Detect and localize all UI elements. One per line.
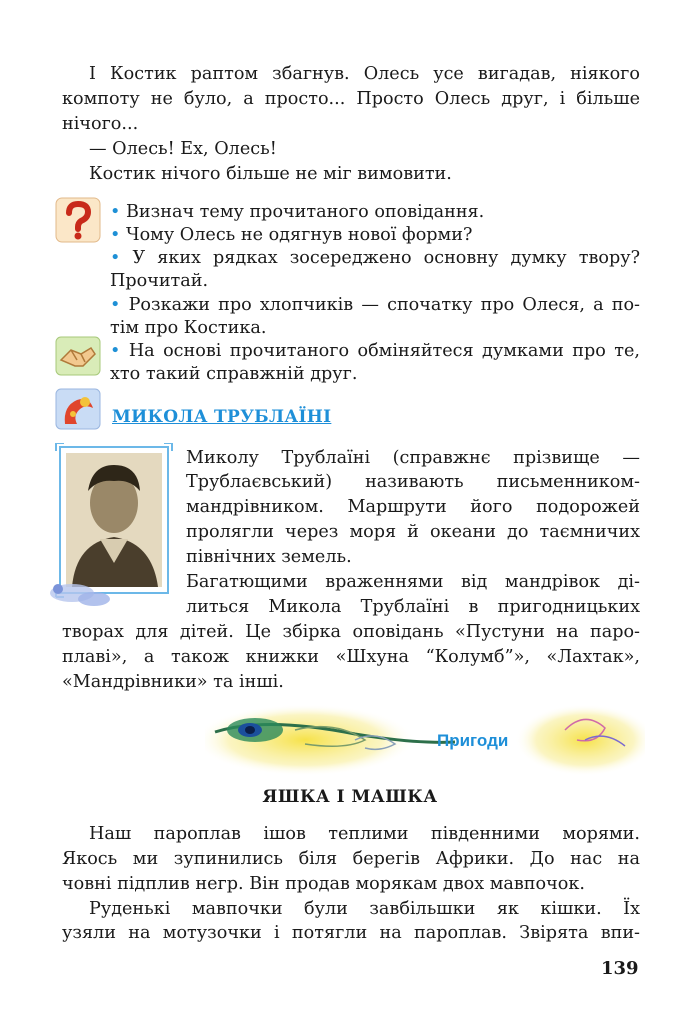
- question-item: • У яких рядках зосереджено основну думку твору?: [110, 248, 640, 268]
- handshake-icon: [55, 336, 101, 380]
- author-portrait: [42, 443, 178, 617]
- question-item-cont: Прочитай.: [110, 271, 209, 291]
- ornament-icon: [55, 388, 101, 434]
- section-label: Пригоди: [437, 731, 509, 750]
- dialogue-line: — Олесь! Ех, Олесь!: [89, 139, 277, 159]
- bio-line: Трублаєвський) називають письменником-: [186, 472, 640, 492]
- discussion-item: • На основі прочитаного обміняйтеся думками про те,: [110, 341, 640, 361]
- bio-line: пролягли через моря й океани до таємничих: [186, 522, 640, 542]
- question-item-cont: тім про Костика.: [110, 318, 267, 338]
- story-line: Наш пароплав ішов теплими південними морями.: [89, 824, 640, 844]
- story-title: ЯШКА І МАШКА: [262, 787, 438, 807]
- story-line: Якось ми зупинились біля берегів Африки. До нас на: [62, 849, 640, 869]
- author-heading: МИКОЛА ТРУБЛАЇНІ: [112, 407, 332, 427]
- story-line: човні підплив негр. Він продав морякам двох мавпочок.: [62, 874, 585, 894]
- text-line: І Костик раптом збагнув. Олесь усе вигадав, ніякого: [89, 64, 640, 84]
- bio-line: «Мандрівники» та інші.: [62, 672, 284, 692]
- bio-line: Багатющими враженнями від мандрівок ді-: [186, 572, 640, 592]
- discussion-item-cont: хто такий справжній друг.: [110, 364, 358, 384]
- page-number: 139: [601, 958, 639, 979]
- section-banner: [205, 700, 645, 784]
- bio-line: мандрівником. Маршрути його подорожей: [186, 497, 640, 517]
- text-line: компоту не було, а просто... Просто Олесь друг, і більше: [62, 89, 640, 109]
- question-item: • Розкажи про хлопчиків — спочатку про Олеся, а по-: [110, 295, 640, 315]
- text-line: нічого...: [62, 114, 139, 134]
- bio-line: Миколу Трублаїні (справжнє прізвище —: [186, 448, 640, 468]
- bio-line: литься Микола Трублаїні в пригодницьких: [186, 597, 640, 617]
- text-line: Костик нічого більше не міг вимовити.: [89, 164, 452, 184]
- story-line: Руденькі мавпочки були завбільшки як кішки. Їх: [89, 899, 640, 919]
- question-item: • Чому Олесь не одягнув нової форми?: [110, 225, 473, 245]
- bio-line: північних земель.: [186, 547, 352, 567]
- story-line: узяли на мотузочки і потягли на пароплав. Звірята впи-: [62, 923, 640, 943]
- question-mark-icon: [55, 197, 101, 247]
- bio-line: плаві», а також книжки «Шхуна “Колумб”», «Лахтак»,: [62, 647, 640, 667]
- bio-line: творах для дітей. Це збірка оповідань «Пустуни на паро-: [62, 622, 640, 642]
- question-item: • Визнач тему прочитаного оповідання.: [110, 202, 485, 222]
